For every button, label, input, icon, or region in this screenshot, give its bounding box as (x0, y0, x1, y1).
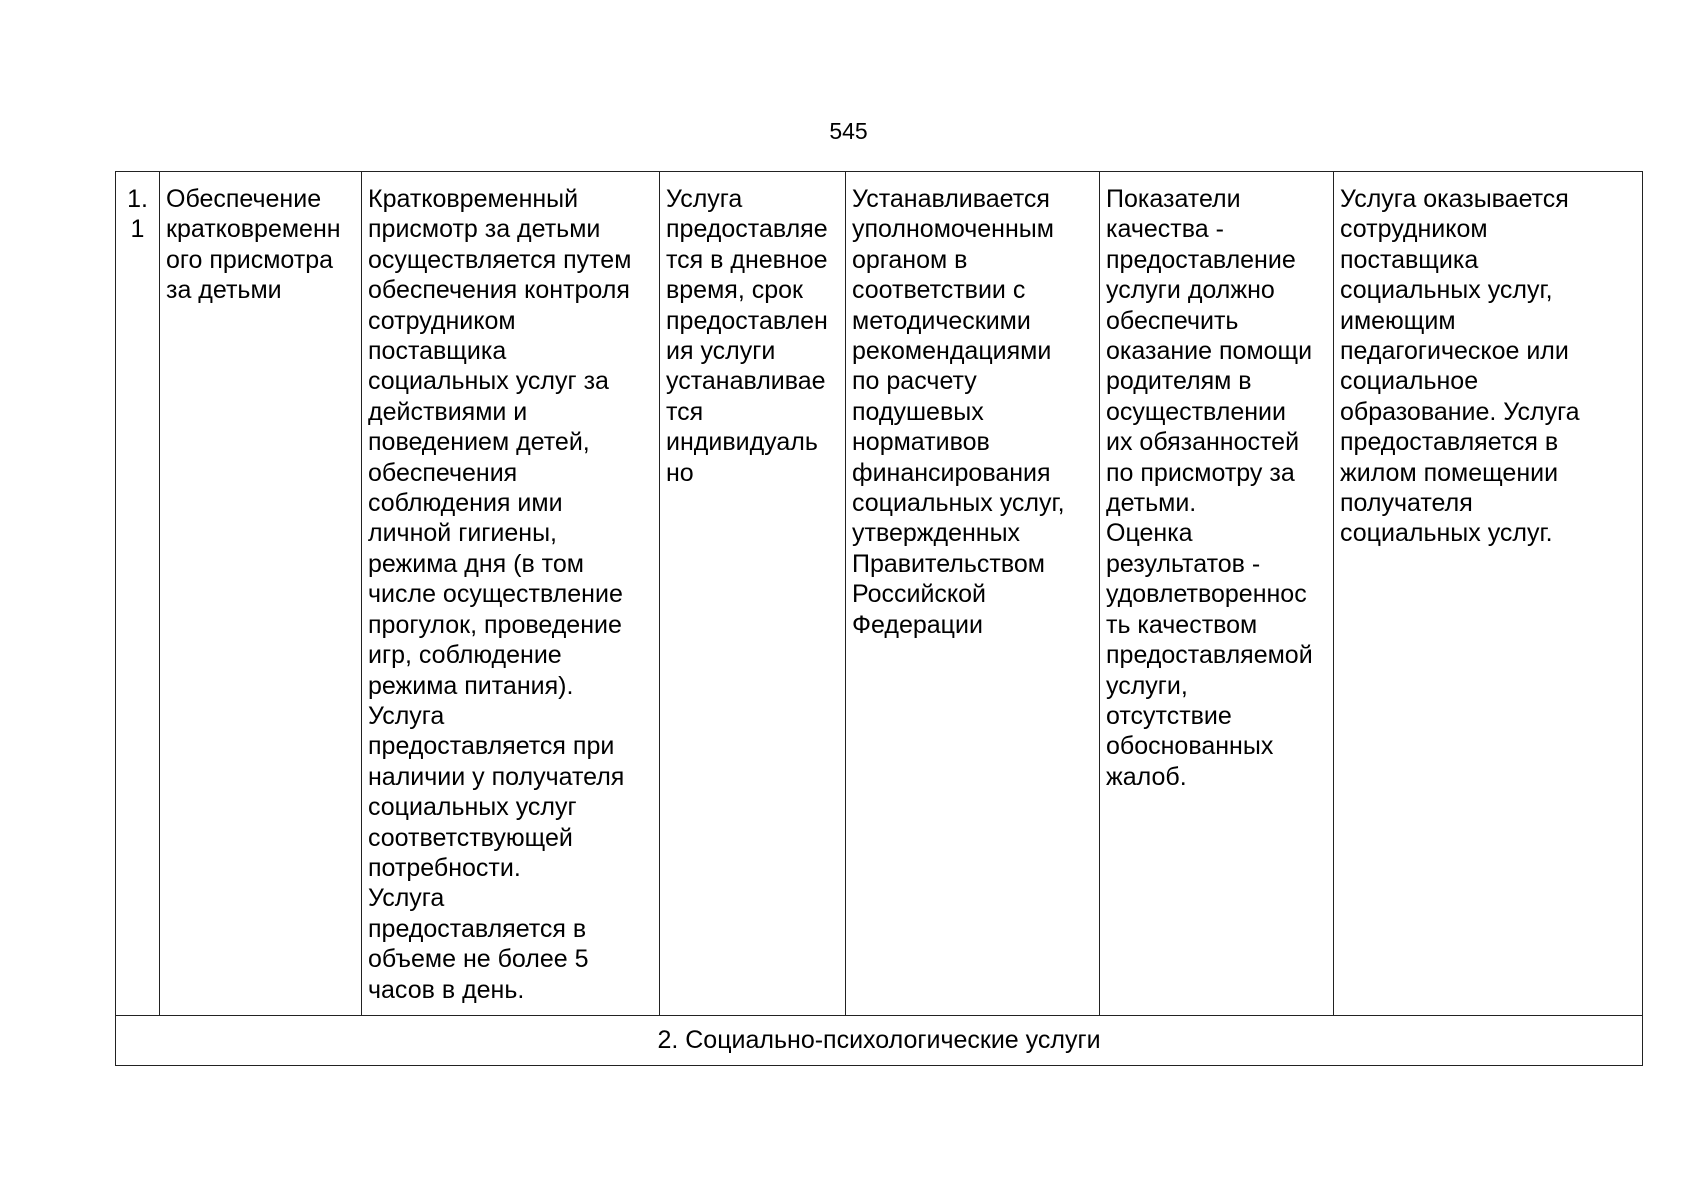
section-heading-row (116, 1015, 1643, 1065)
service-tariff-cell: Устанавливается уполномоченным органом в соответствии с методическими рекомендациями по расчету подушевых нормативов финансирования социальных услуг, утвержденных Правительством Российской Федерации (846, 172, 1100, 1016)
table-row (116, 172, 1643, 1016)
section-heading: 2. Социально-психологические услуги (116, 1015, 1643, 1065)
service-conditions-cell: Услуга оказывается сотрудником поставщика социальных услуг, имеющим педагогическое или социальное образование. Услуга предоставляется в жилом помещении получателя социальных услуг. (1334, 172, 1643, 1016)
service-quality-cell: Показатели качества - предоставление услуги должно обеспечить оказание помощи родителям в осуществлении их обязанностей по присмотру за детьми. Оценка результатов - удовлетвореннос ть качеством предоставляемой услуги, отсутствие обоснованных жалоб. (1100, 172, 1334, 1016)
row-number-cell: 1. 1 (116, 172, 160, 1016)
service-name-cell: Обеспечение кратковременн ого присмотра за детьми (160, 172, 362, 1016)
page-number: 545 (829, 118, 868, 144)
service-timing-cell: Услуга предоставляе тся в дневное время, срок предоставлен ия услуги устанавливае тся индивидуаль но (660, 172, 846, 1016)
services-table (115, 171, 1643, 1066)
service-description-cell: Кратковременный присмотр за детьми осуществляется путем обеспечения контроля сотрудником поставщика социальных услуг за действиями и поведением детей, обеспечения соблюдения ими личной гигиены, режима дня (в том числе осуществление прогулок, проведение игр, соблюдение режима питания). Услуга предоставляется при наличии у получателя социальных услуг соответствующей потребности. Услуга предоставляется в объеме не более 5 часов в день. (362, 172, 660, 1016)
